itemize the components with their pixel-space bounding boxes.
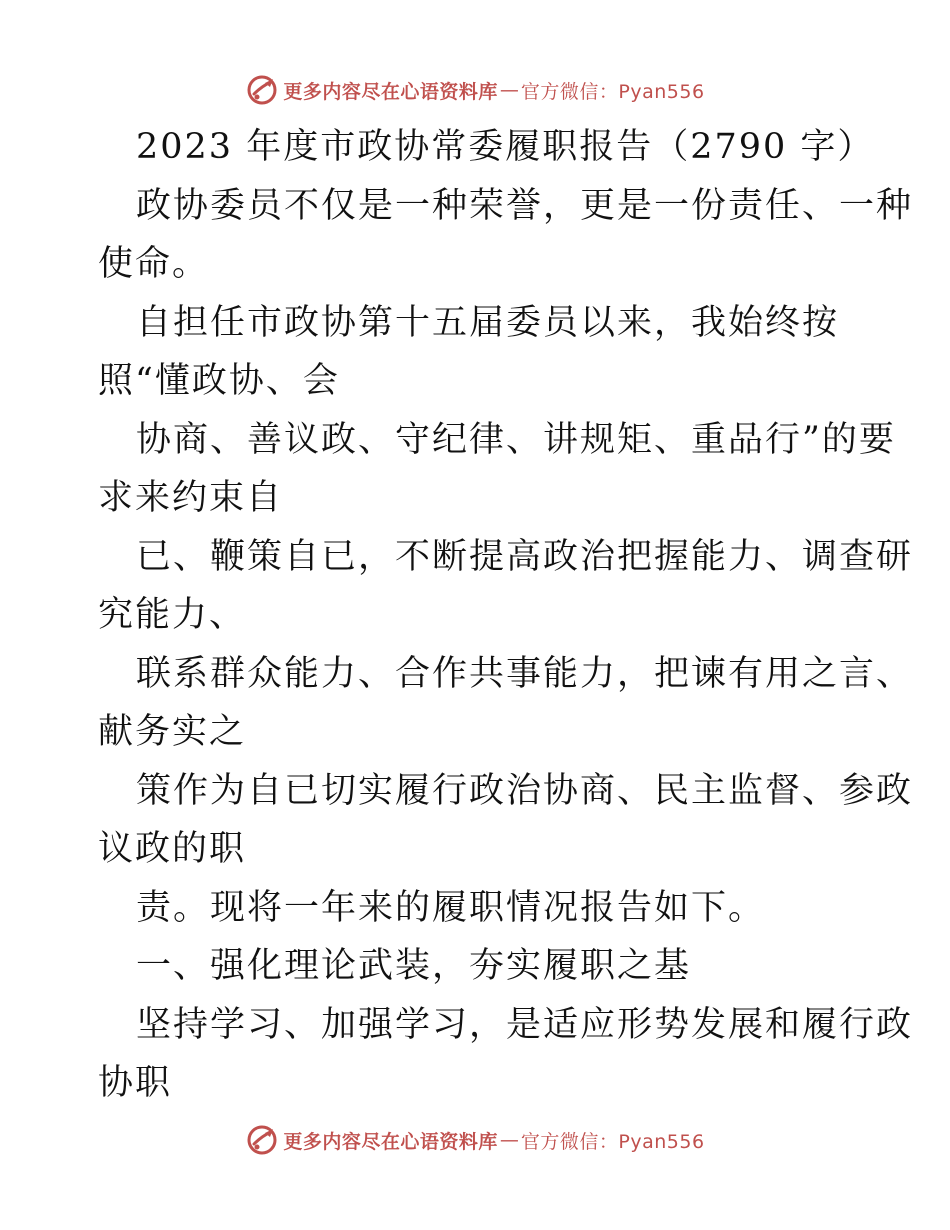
banner-wechat-text: 官方微信：Pyan556 (520, 80, 705, 103)
book-pen-logo-icon (245, 1123, 279, 1157)
text-line: 联系群众能力、合作共事能力，把谏有用之言、 (136, 653, 914, 694)
text-line: 坚持学习、加强学习，是适应形势发展和履行政 (136, 1004, 914, 1045)
banner-dash: — (499, 1129, 519, 1151)
text-line: 已、鞭策自已，不断提高政治把握能力、调查研 (136, 536, 914, 577)
text-line: 政协委员不仅是一种荣誉，更是一份责任、一种 (136, 185, 914, 226)
text-line: 责。现将一年来的履职情况报告如下。 (136, 887, 766, 928)
text-line: 策作为自已切实履行政治协商、民主监督、参政 (136, 770, 914, 811)
header-banner (0, 70, 950, 110)
banner-site-text: 更多内容尽在心语资料库 (283, 1130, 498, 1153)
document-title: 2023 年度市政协常委履职报告（2790 字） (136, 127, 875, 167)
text-line: 协职 (98, 1063, 173, 1103)
text-line: 求来约束自 (98, 478, 284, 518)
text-line: 使命。 (98, 244, 210, 284)
footer-banner (0, 1120, 950, 1160)
text-line: 自担任市政协第十五届委员以来，我始终按 (136, 302, 840, 343)
text-line: 议政的职 (98, 829, 247, 869)
banner-dash: — (499, 79, 519, 101)
book-pen-logo-icon (245, 73, 279, 107)
text-line: 协商、善议政、守纪律、讲规矩、重品行”的要 (136, 419, 896, 460)
text-line: 照“懂政协、会 (98, 361, 340, 401)
section-heading: 一、强化理论武装，夯实履职之基 (136, 946, 692, 986)
text-line: 献务实之 (98, 712, 247, 752)
document-body (98, 118, 914, 1113)
text-line: 究能力、 (98, 595, 247, 635)
banner-site-text: 更多内容尽在心语资料库 (283, 80, 498, 103)
banner-wechat-text: 官方微信：Pyan556 (520, 1130, 705, 1153)
